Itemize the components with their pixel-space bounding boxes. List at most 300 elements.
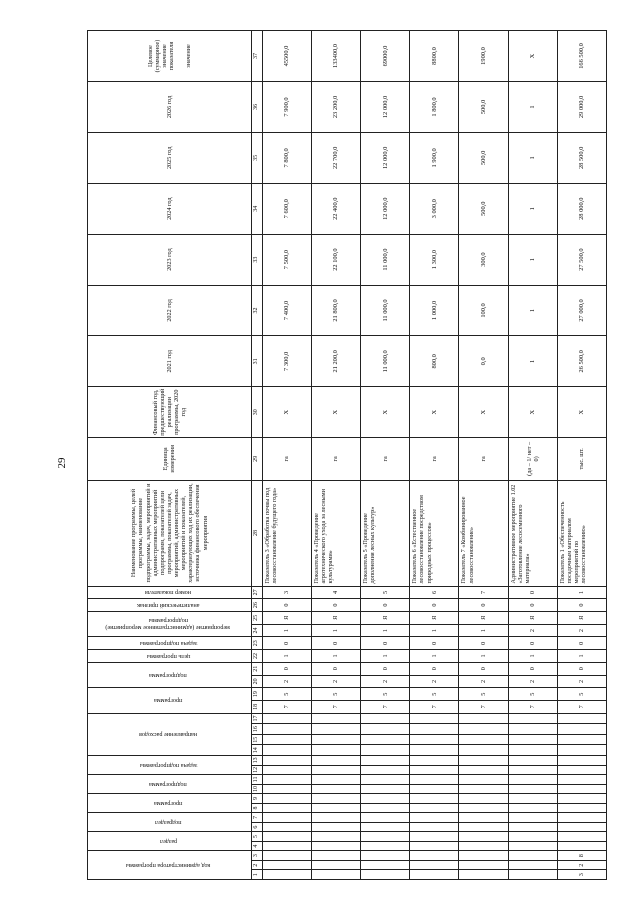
header-subprogram: подпрограмма [88, 775, 252, 794]
target-value-cell: 166 500,0 [557, 31, 606, 82]
analytic-code-cell: 2 [557, 624, 606, 637]
fin-year-cell: X [557, 387, 606, 438]
year-value-cell: 29 000,0 [557, 82, 606, 133]
analytic-code-cell: 1 [262, 624, 311, 637]
table-row [557, 31, 606, 880]
year-value-cell: 300,0 [459, 234, 508, 285]
year-value-cell: 1 800,0 [410, 82, 459, 133]
analytic-code-cell: 7 [361, 701, 410, 714]
budget-code-cell [361, 765, 410, 775]
budget-code-cell [361, 813, 410, 823]
column-index-cell: 11 [251, 775, 262, 785]
budget-code-cell [508, 745, 557, 756]
header-target-value-sub: значение [185, 44, 193, 68]
analytic-code-cell: 5 [361, 688, 410, 701]
budget-code-cell [410, 794, 459, 804]
column-index-cell: 25 [251, 611, 262, 624]
budget-table-sheet [87, 30, 607, 880]
header-dac-indicator: номер показателя [88, 586, 252, 599]
budget-code-cell [361, 724, 410, 735]
budget-code-cell [361, 745, 410, 756]
budget-code-cell [361, 832, 410, 842]
analytic-code-cell: Я [311, 611, 360, 624]
table-row [459, 31, 508, 880]
year-value-cell: 1 [508, 234, 557, 285]
year-value-cell: 12 000,0 [361, 183, 410, 234]
budget-code-cell [410, 765, 459, 775]
analytic-code-cell: 5 [508, 688, 557, 701]
table-row [311, 31, 360, 880]
item-name-cell: Административное мероприятие 1.02 «Заготовление лесосеменного материала» [508, 480, 557, 586]
column-index-cell: 28 [251, 480, 262, 586]
year-value-cell: 11 000,0 [361, 336, 410, 387]
analytic-code-cell: 0 [262, 662, 311, 675]
analytic-code-cell: 5 [410, 688, 459, 701]
year-value-cell: 500,0 [459, 183, 508, 234]
column-index-cell: 34 [251, 183, 262, 234]
budget-code-cell [311, 724, 360, 735]
budget-code-cell [508, 775, 557, 785]
budget-code-cell [311, 756, 360, 766]
year-value-cell: 800,0 [410, 336, 459, 387]
fin-year-cell: X [262, 387, 311, 438]
analytic-code-cell: 0 [508, 599, 557, 612]
analytic-code-cell: 0 [410, 637, 459, 650]
budget-code-cell [459, 745, 508, 756]
year-value-cell: 100,0 [459, 285, 508, 336]
budget-code-cell [459, 724, 508, 735]
budget-code-cell [508, 734, 557, 745]
budget-code-cell [410, 813, 459, 823]
analytic-code-cell: 2 [361, 675, 410, 688]
year-value-cell: 1 900,0 [410, 132, 459, 183]
column-index-cell: 16 [251, 724, 262, 735]
budget-code-cell [508, 784, 557, 794]
admin-code-cell [262, 870, 311, 880]
analytic-code-cell: Я [361, 611, 410, 624]
budget-code-cell [459, 784, 508, 794]
header-unit: Единица измерения [88, 438, 252, 480]
budget-code-cell [361, 784, 410, 794]
item-name-cell: Показатель 6 «Естественное лесовосстановление посредством природных процессов» [410, 480, 459, 586]
admin-code-cell [410, 860, 459, 870]
budget-code-cell [361, 775, 410, 785]
budget-code-cell [311, 832, 360, 842]
year-value-cell: 27 000,0 [557, 285, 606, 336]
budget-code-cell [361, 822, 410, 832]
budget-code-cell [262, 756, 311, 766]
header-y2023: 2023 год [88, 234, 252, 285]
analytic-code-cell: 0 [557, 662, 606, 675]
column-index-cell: 23 [251, 637, 262, 650]
table-row [262, 31, 311, 880]
budget-code-cell [361, 841, 410, 851]
year-value-cell: 7 500,0 [262, 234, 311, 285]
budget-code-cell [459, 822, 508, 832]
column-index-cell: 13 [251, 756, 262, 766]
analytic-code-cell: 7 [557, 701, 606, 714]
year-value-cell: 26 500,0 [557, 336, 606, 387]
item-name-cell: Показатель 3 «Обработка почвы под лесовосстановление будущего года» [262, 480, 311, 586]
header-y2024: 2024 год [88, 183, 252, 234]
budget-code-cell [508, 832, 557, 842]
analytic-code-cell: 2 [311, 675, 360, 688]
unit-cell: га [262, 438, 311, 480]
budget-code-cell [311, 765, 360, 775]
budget-code-cell [508, 794, 557, 804]
page-number: 29 [56, 457, 68, 469]
analytic-code-cell: 0 [508, 637, 557, 650]
year-value-cell: 23 200,0 [311, 82, 360, 133]
year-value-cell: 3 000,0 [410, 183, 459, 234]
year-value-cell: 0,0 [459, 336, 508, 387]
analytic-code-cell: 1 [311, 650, 360, 663]
budget-code-cell [410, 841, 459, 851]
budget-code-cell [508, 841, 557, 851]
column-index-cell: 5 [251, 832, 262, 842]
budget-code-cell [410, 784, 459, 794]
budget-code-cell [262, 803, 311, 813]
budget-code-cell [311, 803, 360, 813]
analytic-code-cell: 7 [508, 701, 557, 714]
budget-code-cell [557, 784, 606, 794]
year-value-cell: 1 000,0 [410, 285, 459, 336]
analytic-code-cell: Я [459, 611, 508, 624]
budget-code-cell [262, 832, 311, 842]
year-value-cell: 7 900,0 [262, 82, 311, 133]
year-value-cell: 28 500,0 [557, 132, 606, 183]
analytic-code-cell: 1 [311, 624, 360, 637]
year-value-cell: 1 [508, 82, 557, 133]
analytic-code-cell: 7 [459, 701, 508, 714]
budget-code-cell [557, 724, 606, 735]
budget-code-cell [262, 713, 311, 724]
table-row [508, 31, 557, 880]
analytic-code-cell: 1 [508, 650, 557, 663]
budget-code-cell [557, 813, 606, 823]
year-value-cell: 1 [508, 132, 557, 183]
budget-code-cell [262, 841, 311, 851]
analytic-code-cell: 0 [459, 599, 508, 612]
analytic-code-cell: 5 [557, 688, 606, 701]
budget-code-cell [508, 803, 557, 813]
analytic-code-cell: 0 [262, 637, 311, 650]
analytic-code-cell: 0 [508, 586, 557, 599]
budget-code-cell [557, 832, 606, 842]
admin-code-cell [311, 870, 360, 880]
column-index-row [251, 31, 262, 880]
budget-code-cell [410, 822, 459, 832]
item-name-cell: Показатель 7 «Комбинированное лесовосстановление» [459, 480, 508, 586]
analytic-code-cell: 7 [311, 701, 360, 714]
year-value-cell: 21 200,0 [311, 336, 360, 387]
budget-code-cell [262, 794, 311, 804]
year-value-cell: 1 300,0 [410, 234, 459, 285]
target-value-cell: 8800,0 [410, 31, 459, 82]
year-value-cell: 7 400,0 [262, 285, 311, 336]
analytic-code-cell: 0 [311, 662, 360, 675]
admin-code-cell [410, 870, 459, 880]
budget-code-cell [311, 775, 360, 785]
column-index-cell: 1 [251, 870, 262, 880]
item-name-cell: Показатель 5 «Проведение дополнения лесных культур» [361, 480, 410, 586]
analytic-code-cell: 7 [262, 701, 311, 714]
analytic-code-cell: 2 [508, 624, 557, 637]
header-dac-goal: цель программы [88, 650, 252, 663]
budget-code-cell [557, 713, 606, 724]
budget-code-cell [557, 765, 606, 775]
budget-code-cell [557, 841, 606, 851]
budget-code-cell [459, 794, 508, 804]
column-index-cell: 37 [251, 31, 262, 82]
header-y2022: 2022 год [88, 285, 252, 336]
year-value-cell: 21 800,0 [311, 285, 360, 336]
analytic-code-cell: 1 [557, 586, 606, 599]
budget-code-cell [459, 765, 508, 775]
column-index-cell: 3 [251, 851, 262, 861]
column-index-cell: 33 [251, 234, 262, 285]
column-index-cell: 27 [251, 586, 262, 599]
fin-year-cell: X [459, 387, 508, 438]
budget-code-cell [262, 745, 311, 756]
budget-code-cell [311, 813, 360, 823]
budget-code-cell [410, 745, 459, 756]
header-dac-event: мероприятие (административное мероприятие) подпрограммы [88, 611, 252, 636]
analytic-code-cell: 1 [459, 624, 508, 637]
budget-code-cell [410, 803, 459, 813]
budget-code-cell [557, 803, 606, 813]
analytic-code-cell: 2 [410, 675, 459, 688]
budget-code-cell [557, 794, 606, 804]
column-index-cell: 22 [251, 650, 262, 663]
budget-table [87, 30, 607, 880]
header-fin-year: Финансовый год, предшествующий реализации программы, 2020 год [88, 387, 252, 438]
analytic-code-cell: 2 [557, 675, 606, 688]
target-value-cell: 133400,0 [311, 31, 360, 82]
year-value-cell: 500,0 [459, 132, 508, 183]
admin-code-cell [361, 851, 410, 861]
admin-code-cell [508, 870, 557, 880]
budget-code-cell [459, 756, 508, 766]
analytic-code-cell: 1 [361, 650, 410, 663]
analytic-code-cell: 2 [508, 675, 557, 688]
budget-code-cell [557, 775, 606, 785]
analytic-code-cell: 0 [361, 637, 410, 650]
year-value-cell: 1 [508, 336, 557, 387]
admin-code-cell [459, 851, 508, 861]
budget-code-cell [311, 841, 360, 851]
table-row [410, 31, 459, 880]
analytic-code-cell: 0 [508, 662, 557, 675]
fin-year-cell: X [508, 387, 557, 438]
year-value-cell: 28 000,0 [557, 183, 606, 234]
budget-code-cell [262, 765, 311, 775]
analytic-code-cell: 7 [410, 701, 459, 714]
analytic-code-cell: 0 [459, 637, 508, 650]
budget-code-cell [410, 832, 459, 842]
column-index-cell: 20 [251, 675, 262, 688]
analytic-code-cell: 0 [557, 599, 606, 612]
budget-code-cell [508, 724, 557, 735]
column-index-cell: 36 [251, 82, 262, 133]
column-index-cell: 32 [251, 285, 262, 336]
analytic-code-cell: 0 [459, 662, 508, 675]
year-value-cell: 11 000,0 [361, 234, 410, 285]
header-section: раздел [88, 832, 252, 851]
budget-code-cell [311, 713, 360, 724]
analytic-code-cell: 0 [410, 662, 459, 675]
admin-code-cell [262, 851, 311, 861]
year-value-cell: 1 [508, 183, 557, 234]
header-target-value [88, 31, 252, 82]
column-index-cell: 10 [251, 784, 262, 794]
analytic-code-cell: 0 [410, 599, 459, 612]
column-index-cell: 26 [251, 599, 262, 612]
budget-code-cell [557, 822, 606, 832]
analytic-code-cell: 7 [459, 586, 508, 599]
budget-code-cell [459, 803, 508, 813]
year-value-cell: 7 600,0 [262, 183, 311, 234]
year-value-cell: 22 100,0 [311, 234, 360, 285]
header-dac-analytic: аналитический признак [88, 599, 252, 612]
column-index-cell: 21 [251, 662, 262, 675]
admin-code-cell [459, 870, 508, 880]
budget-code-cell [410, 734, 459, 745]
analytic-code-cell: 0 [311, 637, 360, 650]
analytic-code-cell: 1 [410, 624, 459, 637]
column-index-cell: 6 [251, 822, 262, 832]
budget-code-cell [311, 745, 360, 756]
analytic-code-cell: 3 [262, 586, 311, 599]
budget-code-cell [459, 841, 508, 851]
analytic-code-cell: 1 [459, 650, 508, 663]
admin-code-cell [311, 860, 360, 870]
column-index-cell: 14 [251, 745, 262, 756]
analytic-code-cell: 1 [361, 624, 410, 637]
admin-code-cell: 2 [557, 860, 606, 870]
column-index-cell: 24 [251, 624, 262, 637]
column-index-cell: 8 [251, 803, 262, 813]
header-dac-task: задача подпрограммы [88, 637, 252, 650]
budget-code-cell [508, 765, 557, 775]
column-index-cell: 9 [251, 794, 262, 804]
header-subprogram-task: задача подпрограммы [88, 756, 252, 775]
year-value-cell: 11 000,0 [361, 285, 410, 336]
analytic-code-cell: 0 [311, 599, 360, 612]
analytic-code-cell: 1 [262, 650, 311, 663]
admin-code-cell: 3 [557, 870, 606, 880]
analytic-code-cell: 1 [410, 650, 459, 663]
item-name-cell: Показатель 1 «Обеспеченность посадочным материалом мероприятий по лесовосстановлению» [557, 480, 606, 586]
analytic-code-cell: Я [557, 611, 606, 624]
table-row [361, 31, 410, 880]
header-y2021: 2021 год [88, 336, 252, 387]
budget-code-cell [410, 775, 459, 785]
analytic-code-cell: 0 [262, 599, 311, 612]
budget-code-cell [508, 813, 557, 823]
analytic-code-cell: 5 [459, 688, 508, 701]
admin-code-cell [361, 860, 410, 870]
admin-code-cell [361, 870, 410, 880]
budget-code-cell [361, 713, 410, 724]
year-value-cell: 7 800,0 [262, 132, 311, 183]
budget-code-cell [459, 775, 508, 785]
budget-code-cell [508, 756, 557, 766]
header-dac-program: программа [88, 688, 252, 713]
column-index-cell: 12 [251, 765, 262, 775]
column-index-cell: 17 [251, 713, 262, 724]
budget-code-cell [508, 822, 557, 832]
analytic-code-cell: Я [508, 611, 557, 624]
unit-cell: га [410, 438, 459, 480]
analytic-code-cell: 5 [361, 586, 410, 599]
column-index-cell: 7 [251, 813, 262, 823]
budget-code-cell [361, 756, 410, 766]
budget-code-cell [311, 784, 360, 794]
column-index-cell: 2 [251, 860, 262, 870]
analytic-code-cell: 6 [410, 586, 459, 599]
budget-code-cell [410, 756, 459, 766]
fin-year-cell: X [311, 387, 360, 438]
budget-code-cell [361, 794, 410, 804]
header-name: Наименование программы, целей программы, наименование подпрограммы, задач, мероприятий и административных мероприятий подпрограмм, показателей цели программы, показателей задач, мероприятий, административных мероприятий и показателей, характеризующих ход их реализации, источника финансового обеспечения мероприятия [88, 480, 252, 586]
target-value-cell: X [508, 31, 557, 82]
analytic-code-cell: Я [262, 611, 311, 624]
year-value-cell: 22 400,0 [311, 183, 360, 234]
analytic-code-cell: 5 [262, 688, 311, 701]
header-program: программа [88, 794, 252, 813]
year-value-cell: 7 300,0 [262, 336, 311, 387]
budget-code-cell [262, 813, 311, 823]
unit-cell: (да – 1/ нет – 0) [508, 438, 557, 480]
header-subsection: подраздел [88, 813, 252, 832]
budget-code-cell [557, 745, 606, 756]
budget-code-cell [508, 713, 557, 724]
analytic-code-cell: Я [410, 611, 459, 624]
unit-cell: га [311, 438, 360, 480]
target-value-cell: 69000,0 [361, 31, 410, 82]
fin-year-cell: X [410, 387, 459, 438]
budget-code-cell [311, 822, 360, 832]
analytic-code-cell: 1 [557, 650, 606, 663]
admin-code-cell [410, 851, 459, 861]
year-value-cell: 500,0 [459, 82, 508, 133]
target-value-cell: 1900,0 [459, 31, 508, 82]
target-value-cell: 45500,0 [262, 31, 311, 82]
analytic-code-cell: 0 [557, 637, 606, 650]
column-index-cell: 30 [251, 387, 262, 438]
budget-code-cell [262, 775, 311, 785]
unit-cell: га [361, 438, 410, 480]
budget-code-cell [459, 813, 508, 823]
budget-code-cell [459, 832, 508, 842]
admin-code-cell [459, 860, 508, 870]
budget-code-cell [311, 734, 360, 745]
header-target-value-title: Целевое (суммарное) значение показателя [146, 39, 175, 73]
unit-cell: га [459, 438, 508, 480]
column-index-cell: 15 [251, 734, 262, 745]
column-index-cell: 31 [251, 336, 262, 387]
column-index-cell: 4 [251, 841, 262, 851]
budget-code-cell [262, 822, 311, 832]
column-index-cell: 18 [251, 701, 262, 714]
year-value-cell: 27 500,0 [557, 234, 606, 285]
analytic-code-cell: 2 [459, 675, 508, 688]
header-dac-subprogram: подпрограмма [88, 662, 252, 687]
year-value-cell: 12 000,0 [361, 82, 410, 133]
budget-code-cell [459, 734, 508, 745]
admin-code-cell [311, 851, 360, 861]
